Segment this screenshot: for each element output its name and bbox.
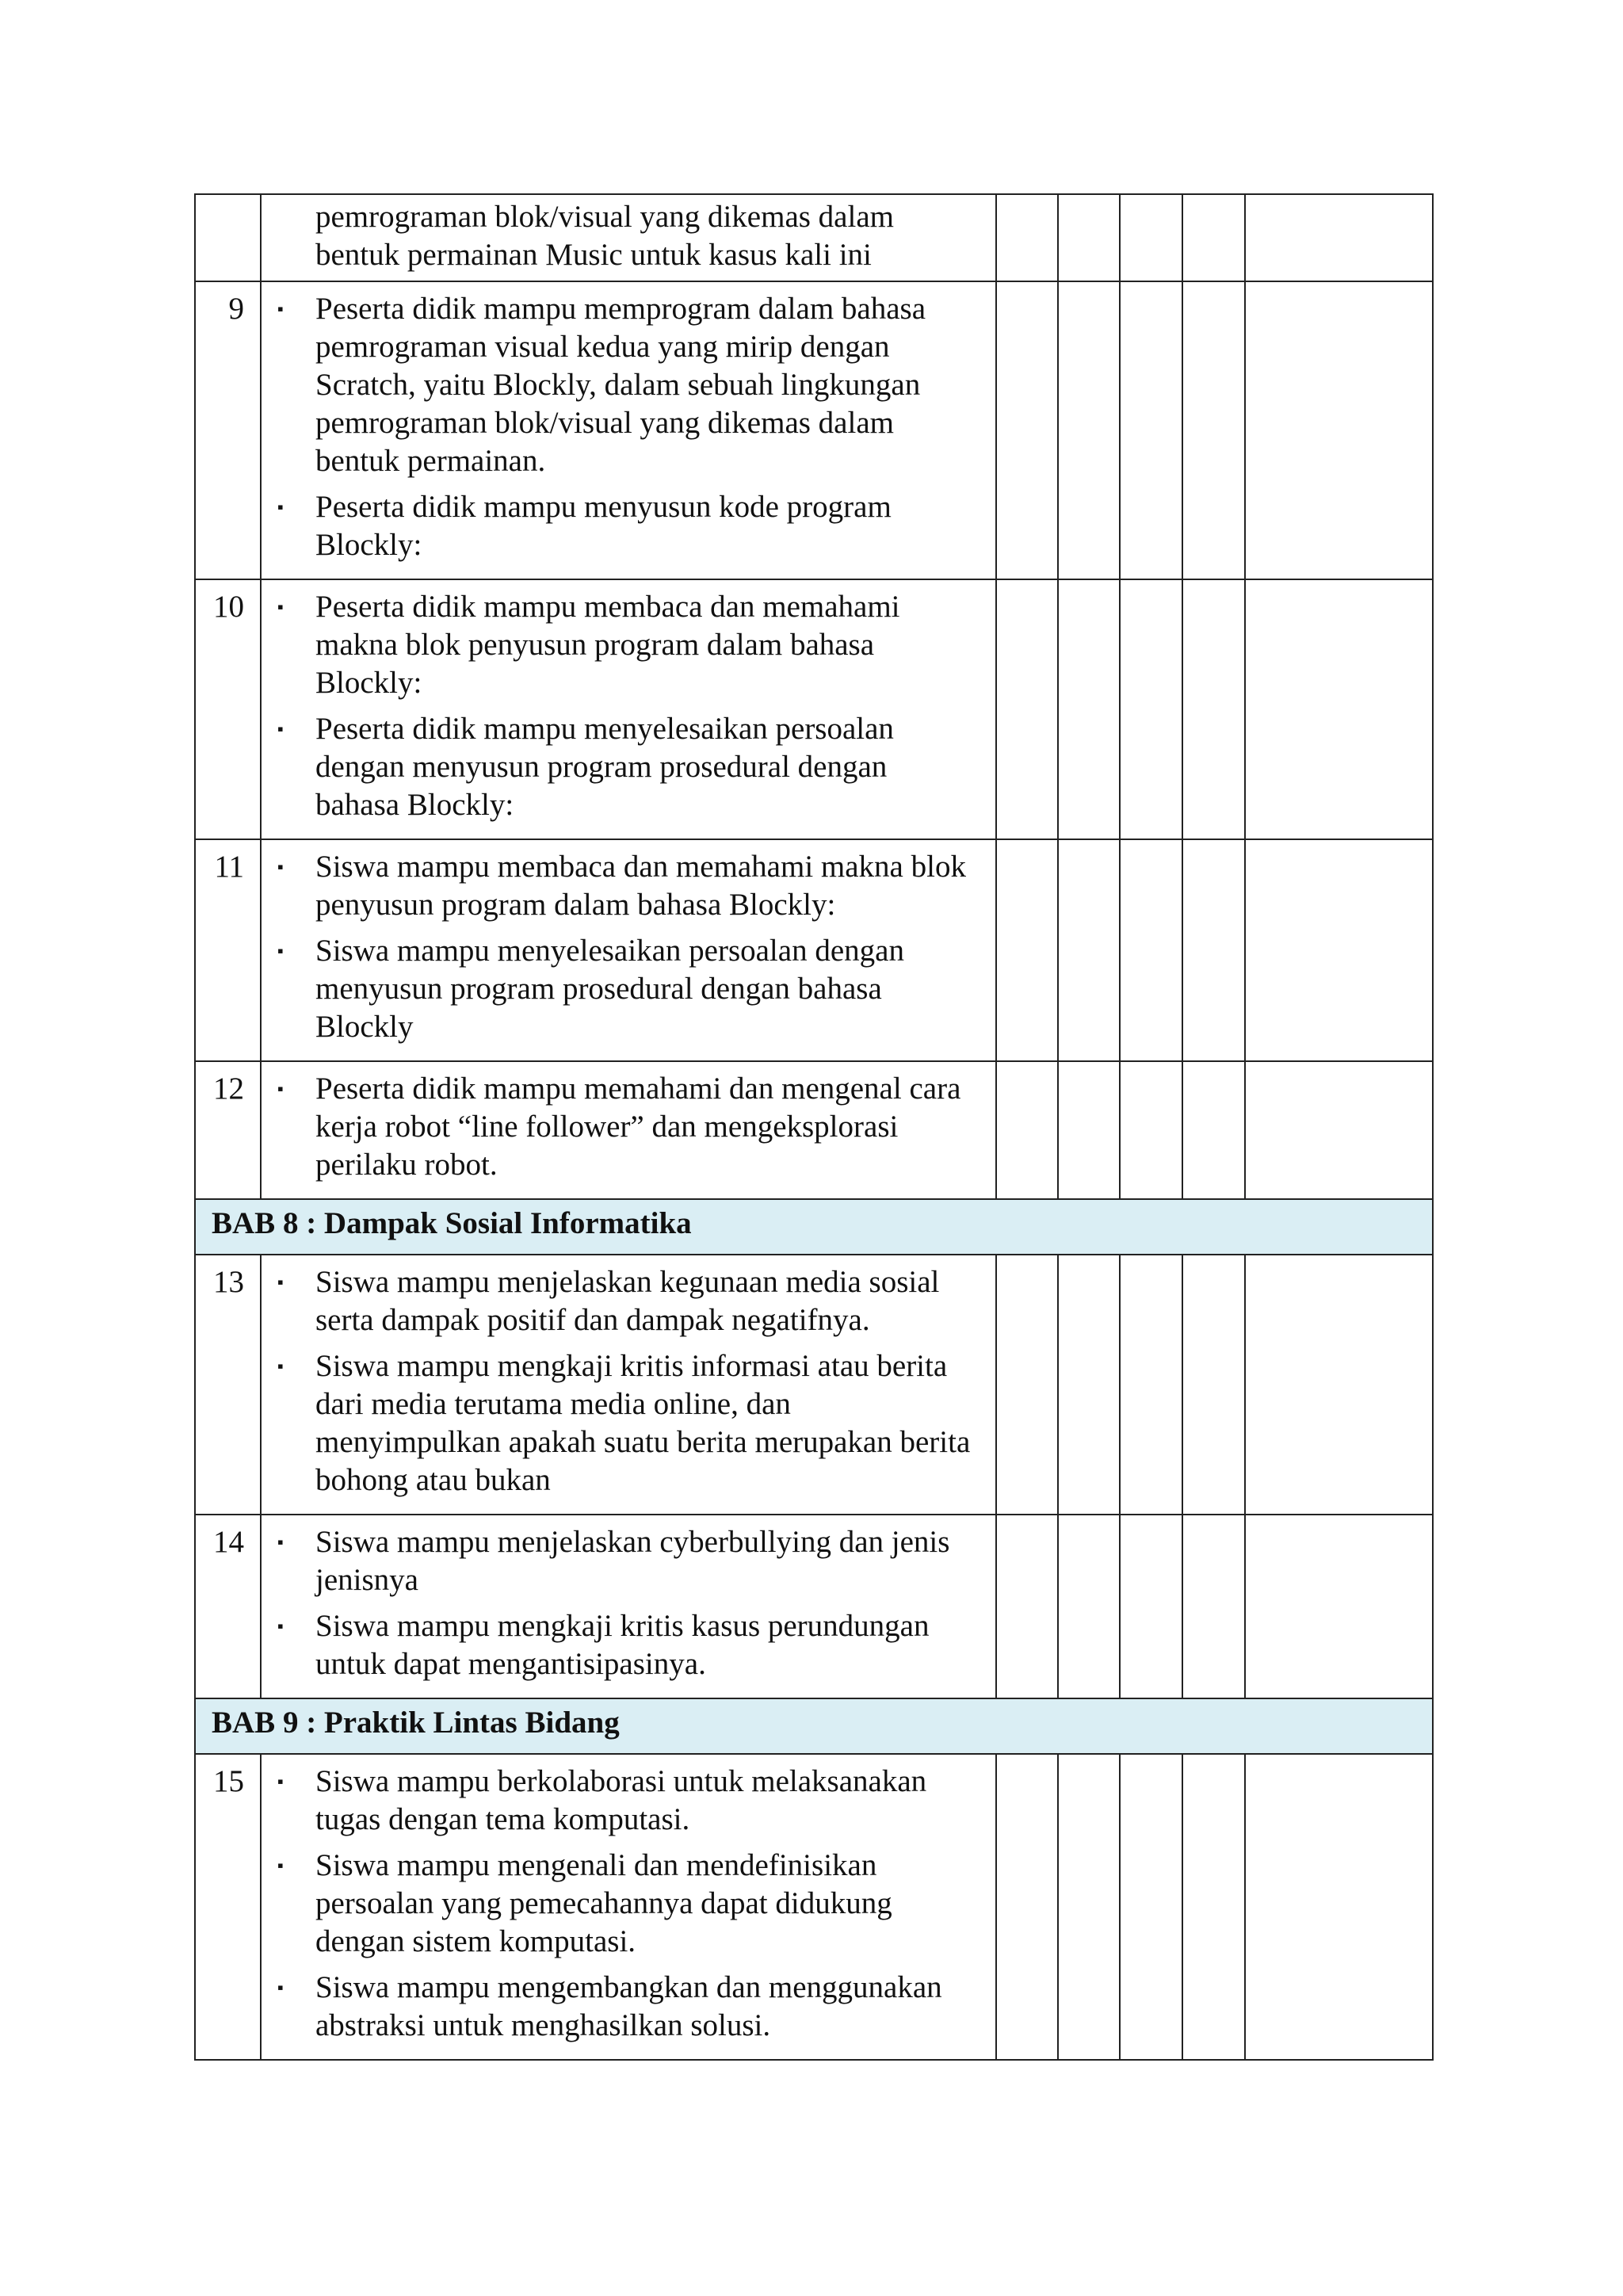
check-cell (1058, 579, 1120, 839)
square-bullet-icon: ▪ (277, 1356, 284, 1376)
continued-text: pemrograman blok/visual yang dikemas dalam bentuk permainan Music untuk kasus kali ini (315, 200, 894, 272)
check-cell (1058, 194, 1120, 281)
list-item (274, 1263, 973, 1339)
check-cell (1058, 839, 1120, 1061)
list-item-text: Peserta didik mampu memprogram dalam bahasa pemrograman visual kedua yang mirip dengan Scratch, yaitu Blockly, dalam sebuah lingkungan pemrograman blok/visual yang dikemas dalam bentuk permainan. (315, 292, 926, 478)
competency-list (274, 848, 973, 1046)
list-item-text: Siswa mampu menyelesaikan persoalan dengan menyusun program prosedural dengan bahasa Blockly (315, 934, 904, 1044)
competency-list (274, 1763, 973, 2045)
notes-cell (1245, 579, 1433, 839)
check-cell (1182, 1061, 1245, 1199)
list-item-text: Peserta didik mampu membaca dan memahami makna blok penyusun program dalam bahasa Blockly: (315, 590, 900, 700)
competency-description (261, 839, 996, 1061)
list-item-text: Siswa mampu mengkaji kritis kasus perundungan untuk dapat mengantisipasinya. (315, 1609, 930, 1681)
square-bullet-icon: ▪ (277, 597, 284, 617)
check-cell (996, 1754, 1058, 2060)
notes-cell (1245, 1754, 1433, 2060)
table-row (195, 194, 1433, 281)
check-cell (1120, 1754, 1182, 2060)
square-bullet-icon: ▪ (277, 941, 284, 961)
notes-cell (1245, 1061, 1433, 1199)
notes-cell (1245, 1255, 1433, 1515)
competency-list (274, 1070, 973, 1184)
list-item-text: Siswa mampu mengembangkan dan menggunakan abstraksi untuk menghasilkan solusi. (315, 1970, 942, 2042)
check-cell (1120, 1061, 1182, 1199)
list-item (274, 290, 973, 480)
check-cell (1058, 1061, 1120, 1199)
notes-cell (1245, 281, 1433, 579)
competency-description (261, 194, 996, 281)
table-row (195, 1255, 1433, 1515)
check-cell (996, 839, 1058, 1061)
check-cell (996, 1515, 1058, 1698)
square-bullet-icon: ▪ (277, 497, 284, 517)
square-bullet-icon: ▪ (277, 1771, 284, 1791)
check-cell (1182, 1754, 1245, 2060)
list-item-text: Siswa mampu berkolaborasi untuk melaksanakan tugas dengan tema komputasi. (315, 1764, 927, 1836)
list-item-text: Peserta didik mampu menyusun kode program Blockly: (315, 490, 892, 562)
check-cell (996, 194, 1058, 281)
row-number (195, 194, 261, 281)
check-cell (1182, 579, 1245, 839)
row-number: 9 (195, 281, 261, 579)
table-row (195, 579, 1433, 839)
list-item (274, 1523, 973, 1599)
list-item-text: Peserta didik mampu menyelesaikan persoalan dengan menyusun program prosedural dengan bahasa Blockly: (315, 712, 894, 822)
list-item-text: Siswa mampu menjelaskan kegunaan media sosial serta dampak positif dan dampak negatifnya. (315, 1265, 940, 1337)
row-number: 15 (195, 1754, 261, 2060)
check-cell (1182, 1255, 1245, 1515)
section-header-row (195, 1199, 1433, 1255)
list-item-text: Siswa mampu membaca dan memahami makna blok penyusun program dalam bahasa Blockly: (315, 850, 966, 922)
square-bullet-icon: ▪ (277, 1616, 284, 1636)
row-number: 11 (195, 839, 261, 1061)
check-cell (996, 1255, 1058, 1515)
competency-list (274, 290, 973, 564)
list-item (274, 488, 973, 564)
competency-checklist-table (194, 193, 1434, 2061)
square-bullet-icon: ▪ (277, 857, 284, 877)
square-bullet-icon: ▪ (277, 1977, 284, 1997)
check-cell (996, 579, 1058, 839)
competency-list (274, 588, 973, 824)
list-item-text: Siswa mampu menjelaskan cyberbullying dan jenis jenisnya (315, 1525, 950, 1597)
check-cell (996, 1061, 1058, 1199)
square-bullet-icon: ▪ (277, 1855, 284, 1875)
list-item (274, 848, 973, 924)
list-item (274, 710, 973, 824)
list-item (274, 1347, 973, 1499)
competency-description (261, 579, 996, 839)
row-number: 13 (195, 1255, 261, 1515)
square-bullet-icon: ▪ (277, 299, 284, 319)
square-bullet-icon: ▪ (277, 1079, 284, 1098)
check-cell (1058, 1754, 1120, 2060)
check-cell (1182, 839, 1245, 1061)
list-item-text: Peserta didik mampu memahami dan mengenal cara kerja robot “line follower” dan mengeksplorasi perilaku robot. (315, 1072, 961, 1182)
check-cell (1120, 839, 1182, 1061)
list-item (274, 1969, 973, 2045)
check-cell (1120, 194, 1182, 281)
row-number: 12 (195, 1061, 261, 1199)
table-row (195, 1754, 1433, 2060)
check-cell (1182, 1515, 1245, 1698)
check-cell (1058, 1255, 1120, 1515)
list-item (274, 932, 973, 1046)
table-row (195, 839, 1433, 1061)
check-cell (996, 281, 1058, 579)
square-bullet-icon: ▪ (277, 1532, 284, 1552)
notes-cell (1245, 839, 1433, 1061)
row-number: 10 (195, 579, 261, 839)
check-cell (1120, 1255, 1182, 1515)
competency-description (261, 281, 996, 579)
list-item (274, 1763, 973, 1839)
notes-cell (1245, 1515, 1433, 1698)
check-cell (1058, 1515, 1120, 1698)
square-bullet-icon: ▪ (277, 719, 284, 739)
competency-description (261, 1515, 996, 1698)
check-cell (1120, 281, 1182, 579)
list-item-text: Siswa mampu mengenali dan mendefinisikan persoalan yang pemecahannya dapat didukung dengan sistem komputasi. (315, 1848, 892, 1958)
competency-description (261, 1255, 996, 1515)
list-item (274, 588, 973, 702)
section-header-row (195, 1698, 1433, 1754)
row-number: 14 (195, 1515, 261, 1698)
competency-list (274, 1263, 973, 1499)
competency-description (261, 1061, 996, 1199)
section-title: BAB 9 : Praktik Lintas Bidang (195, 1698, 1433, 1754)
notes-cell (1245, 194, 1433, 281)
table-row (195, 1515, 1433, 1698)
check-cell (1182, 281, 1245, 579)
table-row (195, 281, 1433, 579)
list-item-text: Siswa mampu mengkaji kritis informasi atau berita dari media terutama media online, dan menyimpulkan apakah suatu berita merupakan berita bohong atau bukan (315, 1349, 971, 1497)
check-cell (1182, 194, 1245, 281)
square-bullet-icon: ▪ (277, 1272, 284, 1292)
check-cell (1120, 579, 1182, 839)
check-cell (1120, 1515, 1182, 1698)
competency-description (261, 1754, 996, 2060)
section-title: BAB 8 : Dampak Sosial Informatika (195, 1199, 1433, 1255)
list-item (274, 1607, 973, 1683)
list-item (274, 1847, 973, 1961)
list-item (274, 1070, 973, 1184)
competency-list (274, 1523, 973, 1683)
check-cell (1058, 281, 1120, 579)
table-row (195, 1061, 1433, 1199)
